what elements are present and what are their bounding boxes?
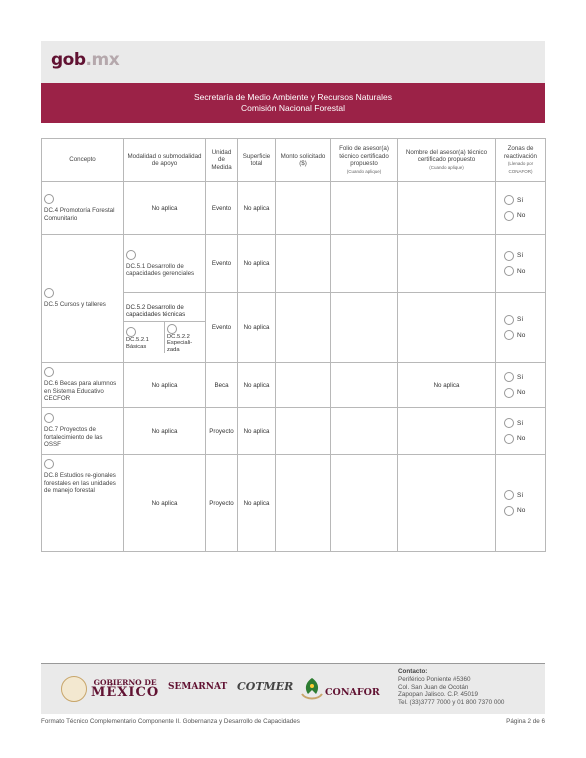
no-radio[interactable] xyxy=(504,506,514,516)
concept-cell: DC.8 Estudios re-gionales forestales en las unidades de manejo forestal xyxy=(42,455,124,552)
header-monto: Monto solicitado ($) xyxy=(276,139,331,182)
header-nombre: Nombre del asesor(a) técnico certificado propuesto (Cuando aplique) xyxy=(398,139,496,182)
si-radio[interactable] xyxy=(504,251,514,261)
concept-cell: DC.6 Becas para alumnos en Sistema Educativo CECFOR xyxy=(42,363,124,408)
monto-input[interactable] xyxy=(276,293,331,363)
zonas-cell: Sí No xyxy=(496,363,546,408)
submodalidad-cell xyxy=(124,293,206,363)
folio-input[interactable] xyxy=(331,455,398,552)
si-radio[interactable] xyxy=(504,195,514,205)
folio-input[interactable] xyxy=(331,408,398,455)
table-row xyxy=(42,235,546,293)
monto-input[interactable] xyxy=(276,363,331,408)
folio-input[interactable] xyxy=(331,182,398,235)
conafor-logo: CONAFOR xyxy=(325,687,380,698)
si-radio[interactable] xyxy=(504,490,514,500)
folio-input[interactable] xyxy=(331,363,398,408)
table-row xyxy=(42,408,546,455)
document-title: Formato Técnico Complementario Componente II. Gobernanza y Desarrollo de Capacidades xyxy=(41,718,300,725)
unidad-cell: Proyecto xyxy=(206,408,238,455)
table-row xyxy=(42,455,546,552)
unidad-cell: Evento xyxy=(206,293,238,363)
semarnat-logo: SEMARNAT xyxy=(168,682,228,692)
no-radio[interactable] xyxy=(504,434,514,444)
dc4-radio[interactable] xyxy=(44,194,54,204)
monto-input[interactable] xyxy=(276,455,331,552)
cotmer-logo: COTMER xyxy=(237,680,294,693)
nombre-cell: No aplica xyxy=(398,363,496,408)
monto-input[interactable] xyxy=(276,235,331,293)
monto-input[interactable] xyxy=(276,182,331,235)
support-concepts-table xyxy=(41,138,546,552)
modalidad-cell: No aplica xyxy=(124,408,206,455)
mexico-seal-icon xyxy=(61,676,87,702)
conafor-tree-icon xyxy=(298,674,326,702)
zonas-cell: Sí No xyxy=(496,182,546,235)
folio-input[interactable] xyxy=(331,235,398,293)
agency-banner xyxy=(41,83,545,123)
no-radio[interactable] xyxy=(504,330,514,340)
nombre-input[interactable] xyxy=(398,293,496,363)
unidad-cell: Beca xyxy=(206,363,238,408)
gob-mx-logo[interactable]: gob.mx xyxy=(51,50,120,70)
concept-cell: DC.7 Proyectos de fortalecimiento de las OSSF xyxy=(42,408,124,455)
nombre-input[interactable] xyxy=(398,408,496,455)
si-radio[interactable] xyxy=(504,372,514,382)
folio-input[interactable] xyxy=(331,293,398,363)
unidad-cell: Proyecto xyxy=(206,455,238,552)
modalidad-cell: No aplica xyxy=(124,363,206,408)
superficie-cell: No aplica xyxy=(238,455,276,552)
dc8-radio[interactable] xyxy=(44,459,54,469)
dc522-radio[interactable] xyxy=(167,324,177,334)
unidad-cell: Evento xyxy=(206,235,238,293)
header-folio: Folio de asesor(a) técnico certificado propuesto (Cuando aplique) xyxy=(331,139,398,182)
zonas-cell: Sí No xyxy=(496,293,546,363)
modalidad-cell: No aplica xyxy=(124,182,206,235)
monto-input[interactable] xyxy=(276,408,331,455)
nombre-input[interactable] xyxy=(398,455,496,552)
contact-info: Contacto: Periférico Poniente #5360 Col. San Juan de Ocotán Zapopan Jalisco. C.P. 45019 Tel. (33)3777 7000 y 01 800 7370 000 xyxy=(398,668,505,707)
page-number: Página 2 de 6 xyxy=(506,718,545,725)
dc5-radio[interactable] xyxy=(44,288,54,298)
banner-comision: Comisión Nacional Forestal xyxy=(241,103,345,113)
superficie-cell: No aplica xyxy=(238,363,276,408)
dc521-option: DC.5.2.1 Básicas xyxy=(124,322,165,354)
dc522-option: DC.5.2.2 Especiali-zada xyxy=(165,322,206,354)
zonas-cell: Sí No xyxy=(496,408,546,455)
table-row xyxy=(42,363,546,408)
unidad-cell: Evento xyxy=(206,182,238,235)
nombre-input[interactable] xyxy=(398,235,496,293)
modalidad-cell: No aplica xyxy=(124,455,206,552)
no-radio[interactable] xyxy=(504,211,514,221)
header-unidad: Unidad de Medida xyxy=(206,139,238,182)
dc7-radio[interactable] xyxy=(44,413,54,423)
superficie-cell: No aplica xyxy=(238,182,276,235)
footer-logos-bar xyxy=(41,664,545,714)
dc6-radio[interactable] xyxy=(44,367,54,377)
table-row xyxy=(42,182,546,235)
submodalidad-cell: DC.5.1 Desarrollo de capacidades gerenciales xyxy=(124,235,206,293)
dc521-radio[interactable] xyxy=(126,327,136,337)
si-radio[interactable] xyxy=(504,315,514,325)
header-concepto: Concepto xyxy=(42,139,124,182)
dc52-options xyxy=(124,322,205,354)
banner-secretaria: Secretaría de Medio Ambiente y Recursos Naturales xyxy=(194,92,392,102)
zonas-cell: Sí No xyxy=(496,235,546,293)
concept-cell: DC.4 Promotoría Forestal Comunitario xyxy=(42,182,124,235)
header-modalidad: Modalidad o submodalidad de apoyo xyxy=(124,139,206,182)
superficie-cell: No aplica xyxy=(238,408,276,455)
superficie-cell: No aplica xyxy=(238,293,276,363)
header-zonas: Zonas de reactivación (Llenado por CONAFOR) xyxy=(496,139,546,182)
gobierno-de-mexico-logo: GOBIERNO DE MÉXICO xyxy=(91,678,160,700)
superficie-cell: No aplica xyxy=(238,235,276,293)
gob-header-bar xyxy=(41,41,545,83)
header-superficie: Superficie total xyxy=(238,139,276,182)
dc51-radio[interactable] xyxy=(126,250,136,260)
nombre-input[interactable] xyxy=(398,182,496,235)
no-radio[interactable] xyxy=(504,388,514,398)
si-radio[interactable] xyxy=(504,418,514,428)
no-radio[interactable] xyxy=(504,266,514,276)
zonas-cell: Sí No xyxy=(496,455,546,552)
concept-cell: DC.5 Cursos y talleres xyxy=(42,235,124,363)
dc52-label: DC.5.2 Desarrollo de capacidades técnicas xyxy=(124,302,205,322)
